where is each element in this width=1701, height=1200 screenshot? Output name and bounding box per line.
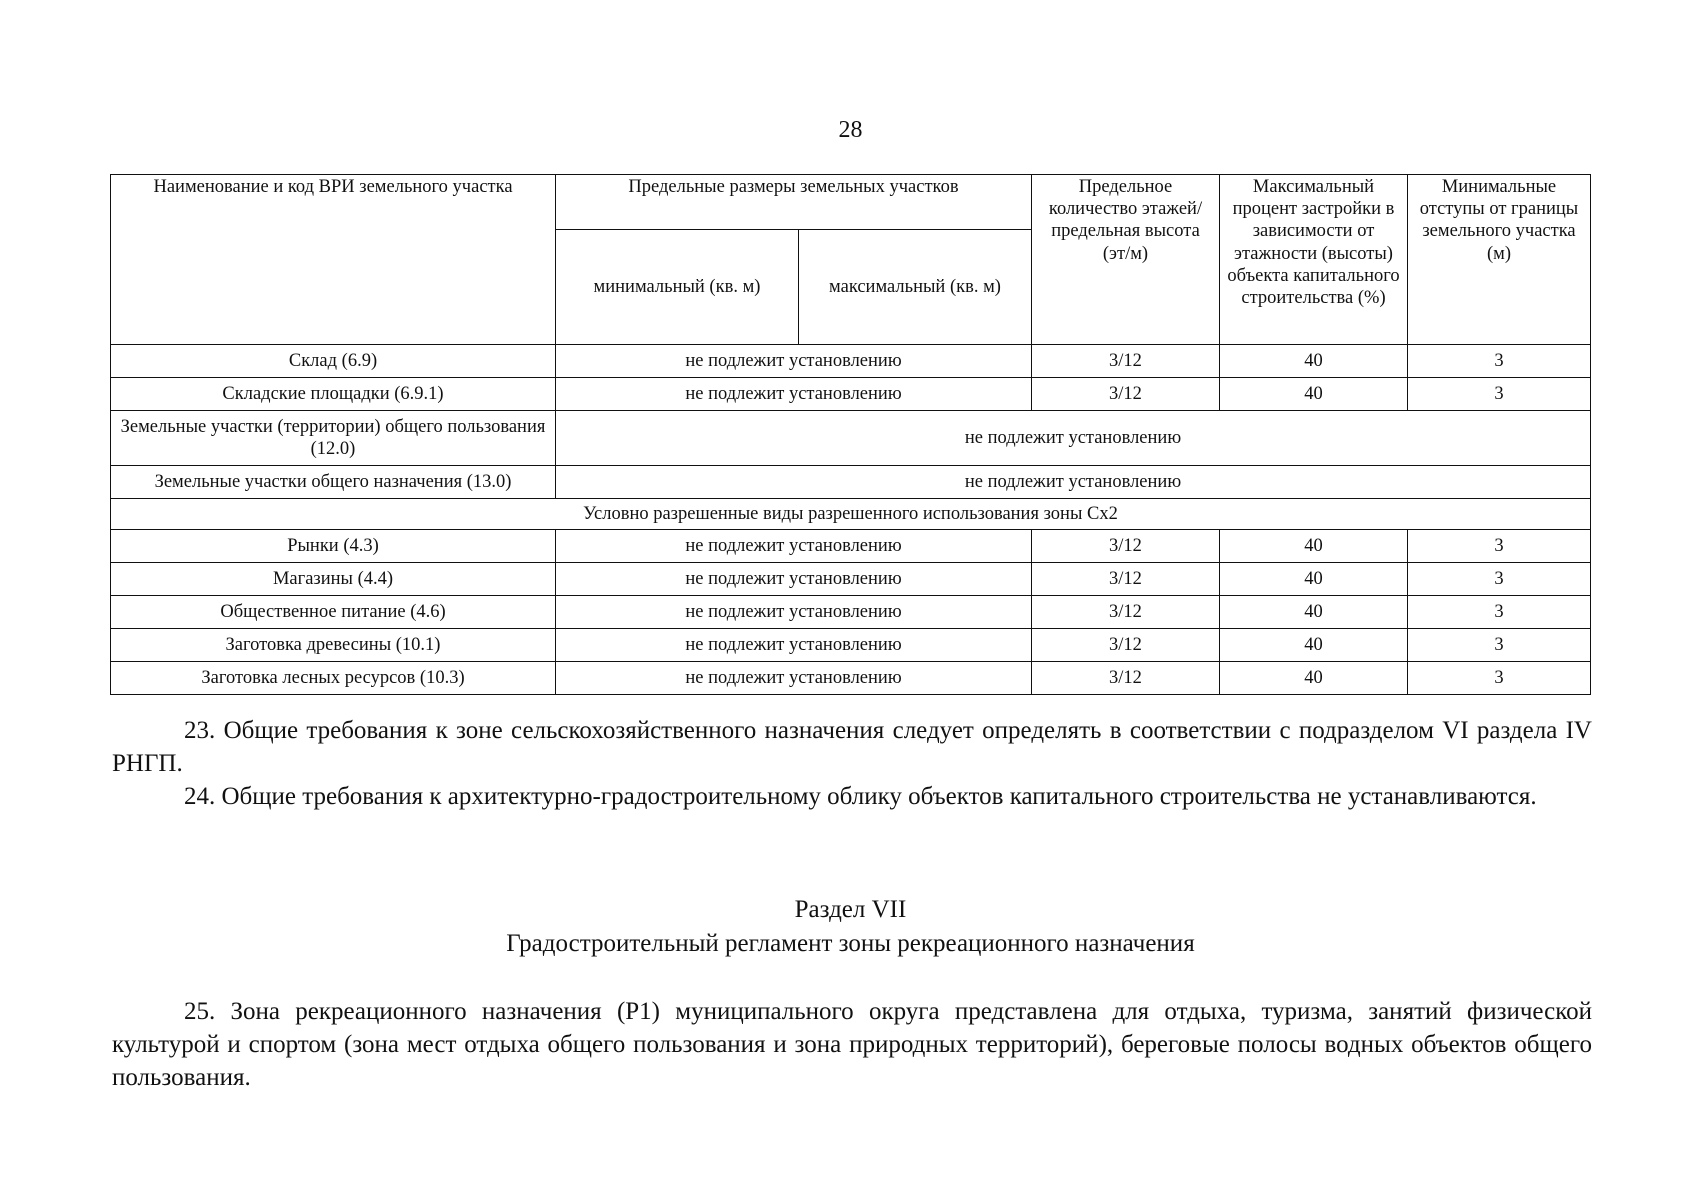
table-row xyxy=(111,345,1591,378)
section-title: Раздел VII xyxy=(794,896,907,923)
header-min: минимальный (кв. м) xyxy=(556,230,799,345)
table-row xyxy=(111,411,1591,466)
paragraph-25: 25. Зона рекреационного назначения (Р1) муниципального округа представлена для отдыха, туризма, занятий физической культурой и спортом (зона мест отдыха общего пользования и зона природных территорий), береговые полосы водных объектов общего пользования. xyxy=(112,998,1592,1091)
table-row xyxy=(111,629,1591,662)
row-size: не подлежит установлению xyxy=(556,530,1032,563)
row-percent: 40 xyxy=(1220,563,1408,596)
header-floors: Предельное количество этажей/ предельная высота (эт/м) xyxy=(1032,175,1220,345)
row-name: Общественное питание (4.6) xyxy=(111,596,556,629)
header-name: Наименование и код ВРИ земельного участка xyxy=(111,175,556,345)
row-floors: 3/12 xyxy=(1032,629,1220,662)
section-title-cell: Условно разрешенные виды разрешенного использования зоны Сх2 xyxy=(111,499,1591,530)
row-name: Склад (6.9) xyxy=(111,345,556,378)
table-row xyxy=(111,662,1591,695)
row-size: не подлежит установлению xyxy=(556,596,1032,629)
header-max: максимальный (кв. м) xyxy=(799,230,1032,345)
row-setback: 3 xyxy=(1408,662,1591,695)
table-row xyxy=(111,466,1591,499)
table-row xyxy=(111,596,1591,629)
row-setback: 3 xyxy=(1408,345,1591,378)
row-name: Магазины (4.4) xyxy=(111,563,556,596)
page-number: 28 xyxy=(838,117,863,143)
row-name: Заготовка лесных ресурсов (10.3) xyxy=(111,662,556,695)
header-percent: Максимальный процент застройки в зависимости от этажности (высоты) объекта капитального строительства (%) xyxy=(1220,175,1408,345)
row-floors: 3/12 xyxy=(1032,378,1220,411)
row-name: Рынки (4.3) xyxy=(111,530,556,563)
row-setback: 3 xyxy=(1408,596,1591,629)
regulations-table xyxy=(110,174,1591,695)
row-size: не подлежит установлению xyxy=(556,662,1032,695)
row-percent: 40 xyxy=(1220,662,1408,695)
row-name: Земельные участки общего назначения (13.0) xyxy=(111,466,556,499)
row-floors: 3/12 xyxy=(1032,662,1220,695)
table-row xyxy=(111,378,1591,411)
row-merged-value: не подлежит установлению xyxy=(556,411,1591,466)
row-percent: 40 xyxy=(1220,596,1408,629)
table-row xyxy=(111,563,1591,596)
row-floors: 3/12 xyxy=(1032,345,1220,378)
row-size: не подлежит установлению xyxy=(556,629,1032,662)
paragraph-23: 23. Общие требования к зоне сельскохозяйственного назначения следует определять в соответствии с подразделом VI раздела IV РНГП. xyxy=(112,717,1592,777)
row-floors: 3/12 xyxy=(1032,530,1220,563)
row-setback: 3 xyxy=(1408,530,1591,563)
row-size: не подлежит установлению xyxy=(556,563,1032,596)
row-name: Складские площадки (6.9.1) xyxy=(111,378,556,411)
table-section-row xyxy=(111,499,1591,530)
row-percent: 40 xyxy=(1220,345,1408,378)
row-percent: 40 xyxy=(1220,530,1408,563)
row-floors: 3/12 xyxy=(1032,596,1220,629)
row-name: Земельные участки (территории) общего пользования (12.0) xyxy=(111,411,556,466)
row-setback: 3 xyxy=(1408,629,1591,662)
row-setback: 3 xyxy=(1408,378,1591,411)
section-subtitle: Градостроительный регламент зоны рекреационного назначения xyxy=(506,930,1195,957)
paragraph-24: 24. Общие требования к архитектурно-градостроительному облику объектов капитального строительства не устанавливаются. xyxy=(184,783,1537,810)
row-name: Заготовка древесины (10.1) xyxy=(111,629,556,662)
row-setback: 3 xyxy=(1408,563,1591,596)
row-size: не подлежит установлению xyxy=(556,378,1032,411)
row-percent: 40 xyxy=(1220,629,1408,662)
row-percent: 40 xyxy=(1220,378,1408,411)
table-row xyxy=(111,530,1591,563)
row-merged-value: не подлежит установлению xyxy=(556,466,1591,499)
row-size: не подлежит установлению xyxy=(556,345,1032,378)
header-sizes: Предельные размеры земельных участков xyxy=(556,175,1032,230)
row-floors: 3/12 xyxy=(1032,563,1220,596)
header-setback: Минимальные отступы от границы земельного участка (м) xyxy=(1408,175,1591,345)
